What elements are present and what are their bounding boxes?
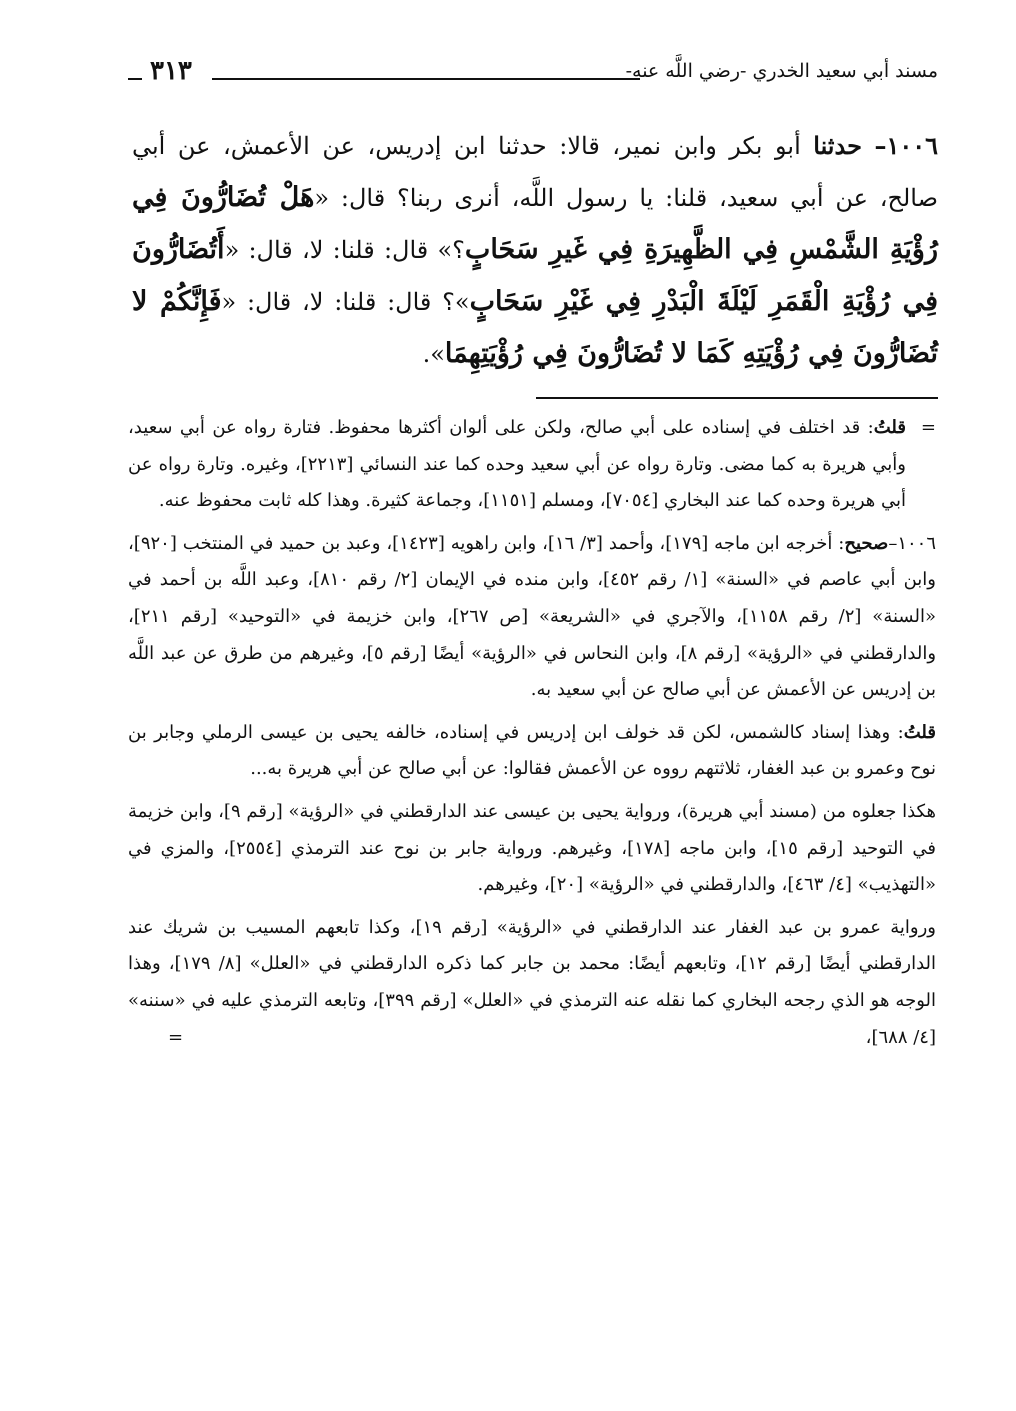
hadith-lead-word: حدثنا [813, 131, 862, 160]
footnote-text: : قد اختلف في إسناده على أبي صالح، ولكن على ألوان أكثرها محفوظ. فتارة رواه عن أبي سعيد، وأبي هريرة به كما مضى. وتارة رواه عن أبي سعيد وحده كما عند النسائي [٢٢١٣]، وغيره. وتارة رواه عن أبي هريرة وحده كما عند البخاري [٧٠٥٤]، ومسلم [١١٥١]، وجماعة كثيرة. وهذا كله ثابت محفوظ عنه. [128, 417, 906, 512]
footnote-label: قلتُ [903, 721, 936, 743]
hadith-isnad: أبو بكر وابن نمير، قالا: حدثنا ابن إدريس، عن الأعمش، عن أبي صالح، عن أبي سعيد، قلنا: يا رسول اللَّه، أنرى ربنا؟ قال: « [132, 132, 938, 212]
footnotes [128, 410, 936, 1062]
hadith-number: ١٠٠٦– [874, 131, 938, 160]
footnote-divider [536, 397, 938, 399]
footnote-text: ورواية عمرو بن عبد الغفار عند الدارقطني في «الرؤية» [رقم ١٩]، وكذا تابعهم المسيب بن شريك عند الدارقطني أيضًا [رقم ١٢]، وتابعهم أيضًا: محمد بن جابر كما ذكره الدارقطني في «العلل» [٨/ ١٧٩]، وهذا الوجه هو الذي رجحه البخاري كما نقله عنه الترمذي في «العلل» [رقم ٣٩٩]، وتابعه الترمذي عليه في «سننه» [٤/ ٦٨٨]، [128, 916, 936, 1048]
header-rule-long [212, 78, 640, 80]
prophetic-quote-1: هَلْ تُضَارُّونَ فِي رُؤْيَةِ الشَّمْسِ فِي الظَّهِيرَةِ فِي غَيرِ سَحَابٍ [132, 182, 938, 265]
footnote-label: صحيح [844, 532, 889, 554]
hadith-connector-2: »؟ قال: قلنا: لا، قال: « [221, 288, 470, 316]
page-header [128, 58, 938, 98]
footnote-takhrij [128, 526, 936, 709]
footnote-text: : أخرجه ابن ماجه [١٧٩]، وأحمد [٣/ ١٦]، وابن راهويه [١٤٢٣]، وعبد بن حميد في المنتخب [٩٢٠]، وابن أبي عاصم في «السنة» [١/ رقم ٤٥٢]، وابن منده في الإيمان [٢/ رقم ٨١٠]، وعبد اللَّه بن أحمد في «السنة» [٢/ رقم ١١٥٨]، والآجري في «الشريعة» [ص ٢٦٧]، وابن خزيمة في «التوحيد» [رقم ٢١١]، والدارقطني في «الرؤية» [رقم ٨]، وابن النحاس في «الرؤية» أيضًا [رقم ٥]، وغيرهم من طرق عن عبد اللَّه بن إدريس عن الأعمش عن أبي صالح عن أبي سعيد به. [128, 532, 937, 701]
prophetic-quote-3: فَإِنَّكُمْ لا تُضَارُّونَ فِي رُؤْيَتِهِ كَمَا لا تُضَارُّونَ فِي رُؤْيَتِهِمَا [132, 286, 938, 369]
continuation-marker: = [920, 417, 936, 438]
footnote-paragraph-last [128, 910, 936, 1056]
footnote-comment [128, 715, 936, 788]
footnote-label: قلتُ [873, 417, 906, 438]
footnote-paragraph [128, 794, 936, 904]
hadith-connector-1: ؟» قال: قلنا: لا، قال: « [224, 236, 465, 264]
hadith-end: ». [422, 340, 445, 368]
hadith-text [132, 120, 938, 380]
page-number: ٣١٣ [150, 56, 192, 86]
footnote-number: ١٠٠٦– [888, 532, 936, 554]
header-rule-short [128, 78, 142, 80]
prophetic-quote-2: أَتُضَارُّونَ فِي رُؤْيَةِ الْقَمَرِ لَيْلَةَ الْبَدْرِ فِي غَيْرِ سَحَابٍ [132, 234, 938, 317]
footnote-continuation [128, 410, 936, 520]
continuation-end-marker: = [168, 1026, 184, 1048]
footnote-text: : وهذا إسناد كالشمس، لكن قد خولف ابن إدريس في إسناده، خالفه يحيى بن عيسى الرملي وجابر بن نوح وعمرو بن عبد الغفار، ثلاثتهم رووه عن الأعمش فقالوا: عن أبي صالح عن أبي هريرة به... [128, 721, 936, 780]
footnote-text: هكذا جعلوه من (مسند أبي هريرة)، ورواية يحيى بن عيسى عند الدارقطني في «الرؤية» [رقم ٩]، وابن خزيمة في التوحيد [رقم ١٥]، وابن ماجه [١٧٨]، وغيرهم. ورواية جابر بن نوح عند الترمذي [٢٥٥٤]، والمزي في «التهذيب» [٤/ ٤٦٣]، والدارقطني في «الرؤية» [٢٠]، وغيرهم. [128, 800, 936, 896]
running-title: مسند أبي سعيد الخدري -رضي اللَّه عنه- [625, 60, 938, 82]
